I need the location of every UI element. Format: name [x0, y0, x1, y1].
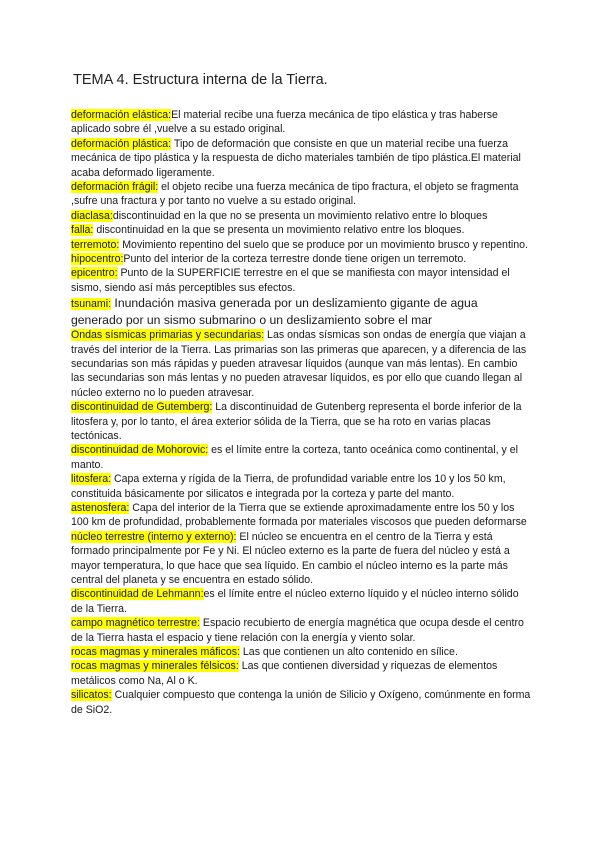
glossary-term: discontinuidad de Lehmann:: [71, 588, 204, 601]
glossary-definition: es el límite entre la corteza, tanto oceánica como continental, y el manto.: [71, 444, 518, 471]
glossary-entry: [71, 180, 531, 209]
glossary-definition: discontinuidad en la que no se presenta un movimiento relativo entre lo bloques: [112, 209, 488, 222]
glossary-definition: Espacio recubierto de energía magnética que ocupa desde el centro de la Tierra hasta el espacio y tiene relación con la energía y viento solar.: [71, 617, 524, 644]
glossary-term: discontinuidad de Mohorovic:: [71, 444, 209, 457]
glossary-entry: [71, 266, 531, 295]
glossary-entry: [71, 328, 531, 400]
glossary-entry: [71, 616, 531, 645]
glossary-entry: [71, 108, 531, 137]
glossary-term: diaclasa:: [71, 209, 113, 222]
glossary-entry: [71, 223, 531, 237]
glossary-definition: Capa del interior de la Tierra que se extiende aproximadamente entre los 50 y los 100 km de profundidad, probablemente formada por materiales viscosos que pueden deformarse: [71, 501, 527, 529]
glossary-term: deformación frágil:: [71, 181, 159, 194]
page-title: TEMA 4. Estructura interna de la Tierra.: [73, 72, 328, 88]
glossary-entry: [71, 137, 531, 180]
glossary-term: silicatos:: [71, 689, 112, 702]
glossary-entry: [71, 443, 531, 472]
glossary-term: tsunami:: [71, 298, 112, 311]
glossary-entry: [71, 688, 531, 717]
glossary-entry: [71, 400, 531, 443]
glossary-definition: discontinuidad en la que se presenta un movimiento relativo entre los bloques.: [93, 224, 465, 237]
glossary-term: campo magnético terrestre:: [71, 617, 200, 630]
glossary-entry: [71, 472, 531, 501]
glossary-definition: El material recibe una fuerza mecánica de tipo elástica y tras haberse aplicado sobre él ,vuelve a su estado original.: [71, 109, 498, 136]
glossary-definition: Punto de la SUPERFICIE terrestre en el que se manifiesta con mayor intensidad el sismo, siendo así más perceptibles sus efectos.: [71, 267, 510, 294]
glossary-term: falla:: [71, 224, 94, 237]
glossary-definition: Inundación masiva generada por un deslizamiento gigante de agua generado por un sismo submarino o un deslizamiento sobre el mar: [71, 296, 478, 327]
glossary-term: Ondas sísmicas primarias y secundarias:: [71, 329, 265, 342]
glossary-entry: [71, 252, 531, 266]
glossary-term: hipocentro:: [71, 253, 124, 266]
glossary-definition: Punto del interior de la corteza terrestre donde tiene origen un terremoto.: [123, 253, 467, 266]
glossary-entry: [71, 587, 531, 616]
glossary-entry: [71, 238, 531, 252]
glossary-definition: Capa externa y rígida de la Tierra, de profundidad variable entre los 10 y los 50 km, constituida básicamente por silicatos e integrada por la corteza y parte del manto.: [71, 473, 506, 500]
glossary-entry: [71, 209, 531, 223]
glossary-term: deformación elástica:: [71, 109, 172, 121]
glossary-definition: La discontinuidad de Gutenberg representa el borde inferior de la litosfera y, por lo tanto, el área exterior sólida de la Tierra, que se ha roto en varias placas tectónicas.: [71, 401, 522, 442]
glossary-term: astenosfera:: [71, 501, 130, 514]
glossary: [71, 108, 531, 717]
glossary-definition: Tipo de deformación que consiste en que un material recibe una fuerza mecánica de tipo plástica y la respuesta de dicho materiales también de tipo plástica.El material acaba deformado ligeramente.: [71, 137, 521, 179]
glossary-definition: El núcleo se encuentra en el centro de la Tierra y está formado principalmente por Fe y Ni. El núcleo externo es la parte de fuera del núcleo y está a mayor temperatura, lo que hace que sea líquido. En cambio el núcleo interno es la parte más central del planeta y se encuentra en estado sólido.: [71, 530, 510, 586]
glossary-entry: [71, 295, 531, 328]
glossary-definition: Cualquier compuesto que contenga la unión de Silicio y Oxígeno, comúnmente en forma de SiO2.: [71, 689, 531, 716]
glossary-definition: Movimiento repentino del suelo que se produce por un movimiento brusco y repentino.: [119, 238, 528, 251]
glossary-definition: Las que contienen un alto contenido en sílice.: [239, 646, 458, 659]
glossary-term: rocas magmas y minerales máficos:: [71, 646, 240, 659]
glossary-definition: es el límite entre el núcleo externo líquido y el núcleo interno sólido de la Tierra.: [71, 588, 519, 615]
glossary-term: núcleo terrestre (interno y externo):: [71, 530, 237, 543]
glossary-definition: el objeto recibe una fuerza mecánica de tipo fractura, el objeto se fragmenta ,sufre una fractura y por tanto no vuelve a su estado original.: [71, 181, 519, 208]
glossary-term: discontinuidad de Gutemberg:: [71, 401, 213, 414]
glossary-definition: Las que contienen diversidad y riquezas de elementos metálicos como Na, Al o K.: [71, 660, 498, 687]
glossary-term: rocas magmas y minerales félsicos:: [71, 660, 239, 673]
glossary-term: terremoto:: [71, 238, 120, 251]
glossary-term: epicentro:: [71, 267, 118, 280]
glossary-entry: [71, 501, 531, 530]
glossary-entry: [71, 659, 531, 688]
glossary-entry: [71, 530, 531, 588]
glossary-entry: [71, 645, 531, 659]
glossary-term: litosfera:: [71, 473, 112, 486]
glossary-definition: Las ondas sísmicas son ondas de energía que viajan a través del interior de la Tierra. Las primarias son las primeras que aparecen, y a diferencia de las secundarias son más rápidas y pueden atravesar líquidos (aunque van más lentas). En cambio las secundarias son más lentas y no pueden atravesar líquidos, es por ello que cuando llegan al núcleo externo no lo pueden atravesar.: [71, 329, 527, 399]
glossary-term: deformación plástica:: [71, 137, 172, 150]
